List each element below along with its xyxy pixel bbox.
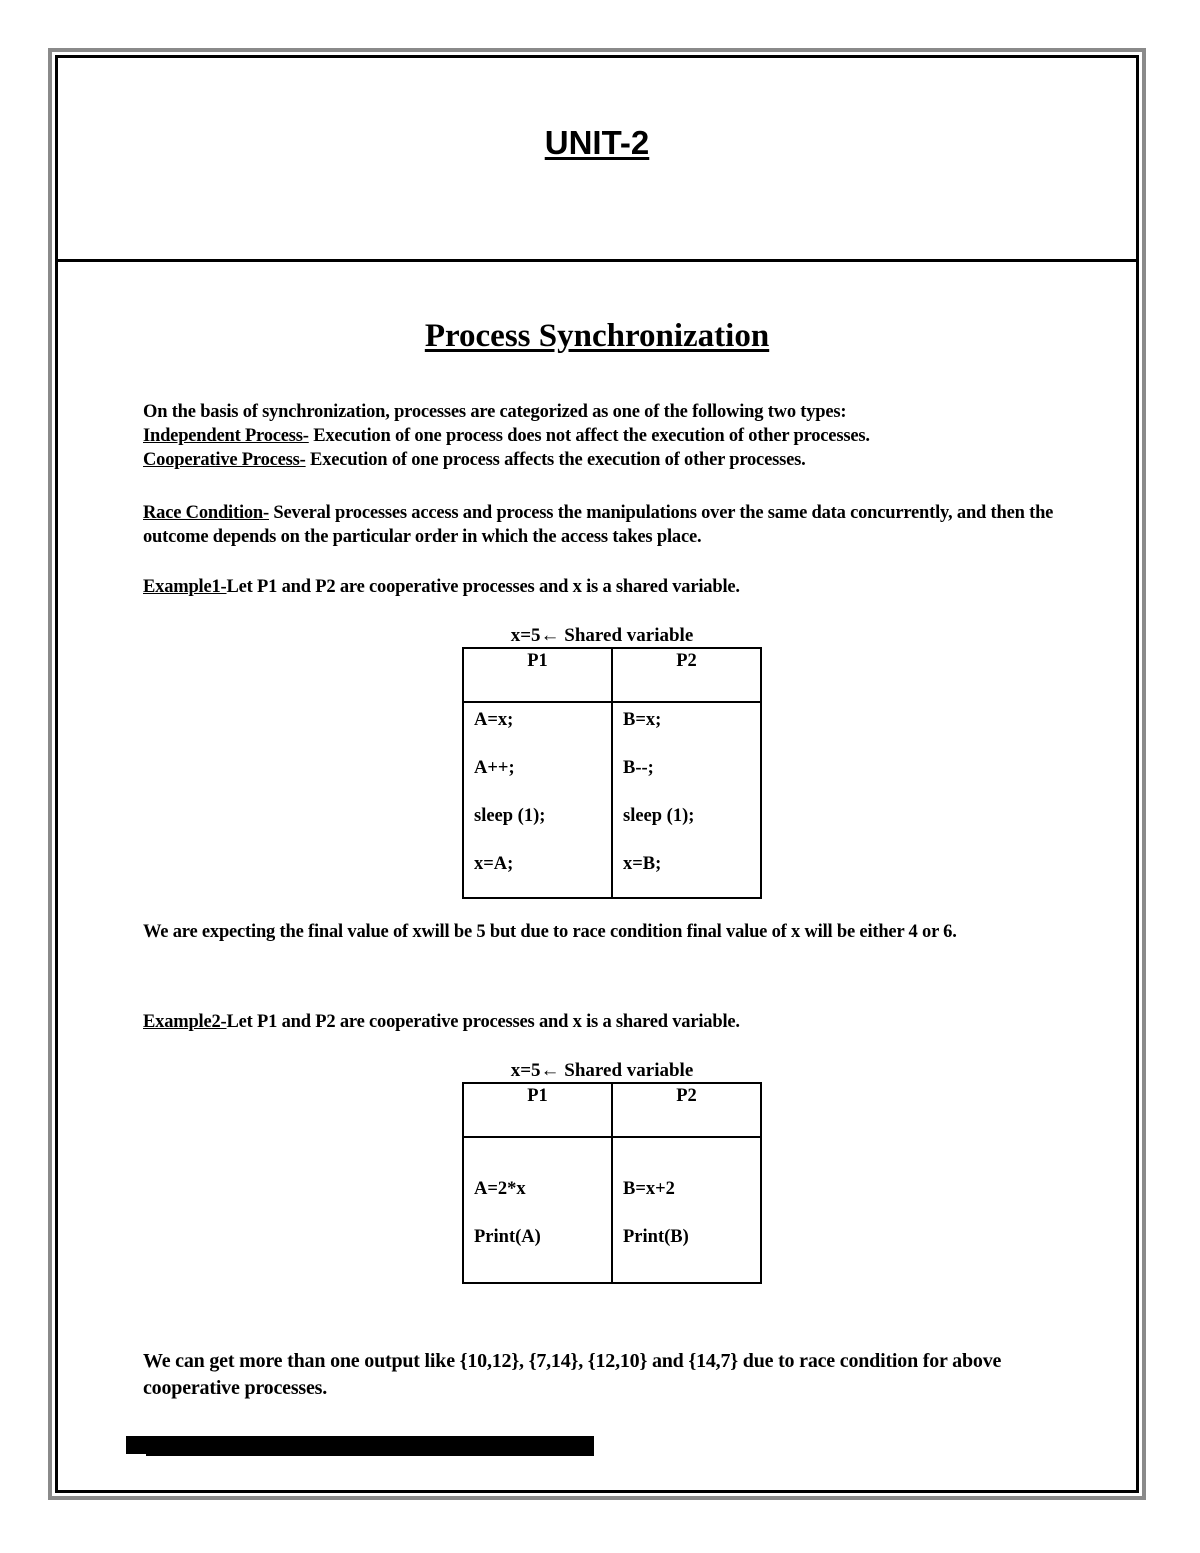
unit-title: UNIT-2 <box>544 124 650 161</box>
example2-table <box>462 1082 762 1284</box>
race-condition-text: Several processes access and process the manipulations over the same data concurrently, and then the outcome depends on the particular order in which the access takes place. <box>143 503 1054 547</box>
example1-label: Example1- <box>143 577 227 597</box>
example2-text: Let P1 and P2 are cooperative processes and x is a shared variable. <box>226 1012 740 1032</box>
intro-block <box>143 400 1083 472</box>
code-line: Print(B) <box>623 1227 689 1247</box>
header-divider <box>58 259 1136 262</box>
example2-caption: x=5← Shared variable <box>510 1060 694 1081</box>
example1-paragraph <box>143 575 1083 599</box>
example2-paragraph <box>143 1010 1083 1034</box>
code-line: sleep (1); <box>474 806 546 826</box>
table-body-row <box>463 1137 761 1283</box>
p2-code-cell <box>612 1137 761 1283</box>
table-header-p2: P2 <box>612 648 761 702</box>
section-title: Process Synchronization <box>424 318 770 354</box>
independent-process-label: Independent Process- <box>143 426 309 446</box>
table-header-p2: P2 <box>612 1083 761 1137</box>
code-line: B=x+2 <box>623 1179 675 1199</box>
race-condition-paragraph <box>143 501 1083 549</box>
page-frame <box>48 48 1146 1500</box>
conclusion-paragraph: We can get more than one output like {10,12}, {7,14}, {12,10} and {14,7} due to race condition for above cooperative processes. <box>143 1350 1002 1399</box>
example1-caption: x=5← Shared variable <box>510 625 694 646</box>
code-line: x=B; <box>623 854 662 874</box>
redaction-bar-underline <box>146 1452 594 1456</box>
page-inner-border <box>55 55 1139 1493</box>
code-line: Print(A) <box>474 1227 541 1247</box>
p2-code-cell <box>612 702 761 898</box>
table-header-row <box>463 648 761 702</box>
code-line: A=x; <box>474 710 514 730</box>
p1-code-cell <box>463 702 612 898</box>
cooperative-process-line <box>143 448 1083 472</box>
cooperative-process-label: Cooperative Process- <box>143 450 306 470</box>
example1-note: We are expecting the final value of xwill be 5 but due to race condition final value of x will be either 4 or 6. <box>143 922 957 942</box>
code-line: x=A; <box>474 854 514 874</box>
code-line: A++; <box>474 758 515 778</box>
code-line: B=x; <box>623 710 662 730</box>
race-condition-label: Race Condition- <box>143 503 269 523</box>
example1-table <box>462 647 762 899</box>
table-header-p1: P1 <box>463 1083 612 1137</box>
independent-process-text: Execution of one process does not affect the execution of other processes. <box>308 426 870 446</box>
table-body-row <box>463 702 761 898</box>
code-line: B--; <box>623 758 654 778</box>
example2-label: Example2- <box>143 1012 227 1032</box>
code-line: A=2*x <box>474 1179 526 1199</box>
code-line: sleep (1); <box>623 806 695 826</box>
table-header-row <box>463 1083 761 1137</box>
independent-process-line <box>143 424 1083 448</box>
intro-line: On the basis of synchronization, processes are categorized as one of the following two types: <box>143 402 847 422</box>
p1-code-cell <box>463 1137 612 1283</box>
table-header-p1: P1 <box>463 648 612 702</box>
cooperative-process-text: Execution of one process affects the execution of other processes. <box>305 450 806 470</box>
example1-text: Let P1 and P2 are cooperative processes and x is a shared variable. <box>226 577 740 597</box>
